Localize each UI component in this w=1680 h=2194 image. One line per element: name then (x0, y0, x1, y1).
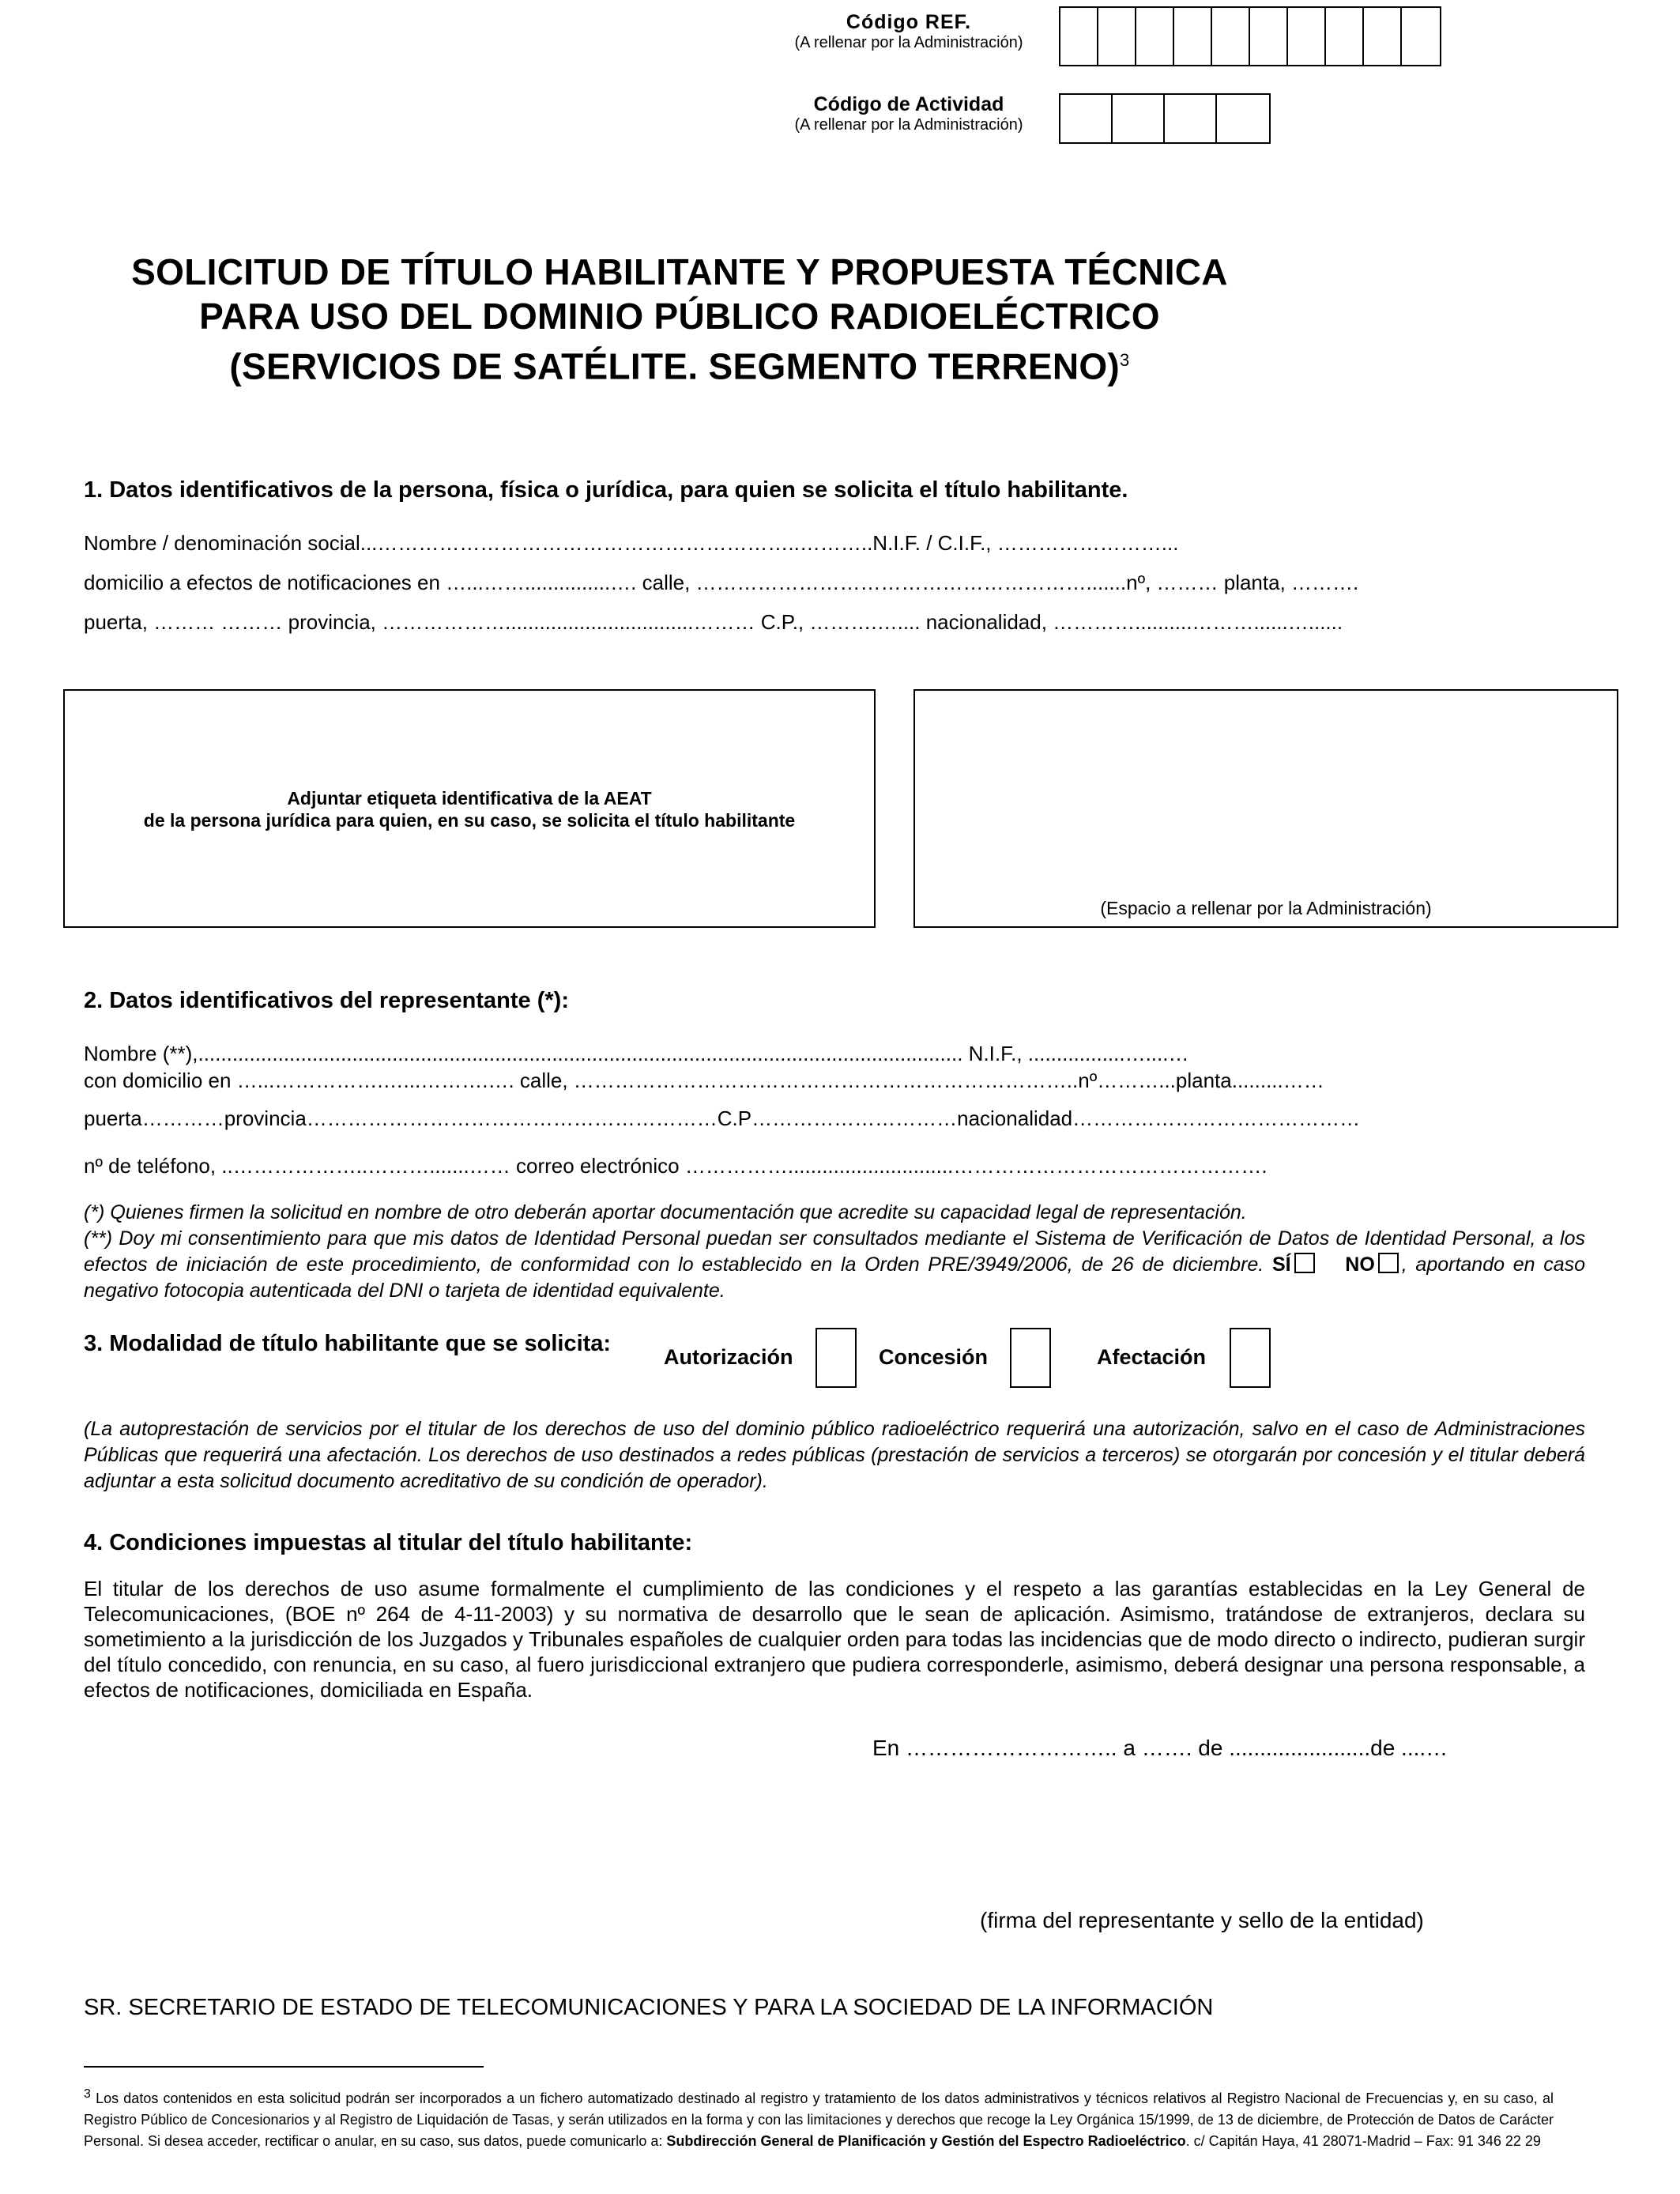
ref-code-cell[interactable] (1288, 8, 1326, 65)
footnote-text: Los datos contenidos en esta solicitud podrán ser incorporados a un fichero automatizado destinado al registro y tratamiento de los datos administrativos y técnicos relativos al Registro Nacional de Frecuencias y, en su caso, al Registro Público de Concesionarios y al Registro de Liquidación de Tasas, y serán utilizados en la forma y con las limitaciones y derechos que recoge la Ley Orgánica 15/1999, de 13 de diciembre, de Protección de Datos de Carácter Personal. Si desea acceder, rectificar o anular, en su caso, sus datos, puede comunicarlo a: (84, 2090, 1554, 2149)
footnote-divider (84, 2066, 484, 2068)
ref-code-cell[interactable] (1098, 8, 1136, 65)
section-1-line-3[interactable]: puerta, ……… ……… provincia, ……………….................................……… C.P., ……….….... nacionalidad, …………..........………......…...... (84, 610, 1343, 634)
consent-text: (**) Doy mi consentimiento para que mis datos de Identidad Personal puedan ser consultados mediante el Sistema de Verificación de Datos de Identidad Personal, a los efectos de iniciación de este procedimiento, de conformidad con lo establecido en la Orden PRE/3949/2006, de 26 de diciembre. (84, 1227, 1585, 1276)
section-1-line-1[interactable]: Nombre / denominación social...……………………………………………………..………..N.I.F. / C.I.F., ……………………... (84, 531, 1179, 555)
activity-code-label: Código de Actividad (813, 93, 1004, 115)
option-autorizacion-checkbox[interactable] (816, 1328, 857, 1388)
consent-tail: , aportando en caso negativo fotocopia autenticada del DNI o tarjeta de identidad equivalente. (84, 1253, 1586, 1302)
admin-space-box (913, 689, 1618, 928)
aeat-line-1: Adjuntar etiqueta identificativa de la AEAT (287, 788, 652, 809)
aeat-label-box[interactable] (63, 689, 876, 928)
option-afectacion-label: Afectación (1097, 1345, 1207, 1369)
activity-code-cell[interactable] (1217, 95, 1269, 142)
ref-code-label-block (774, 11, 1043, 52)
ref-code-label: Código REF. (846, 11, 972, 33)
footnote (84, 2083, 1554, 2152)
ref-code-cell[interactable] (1250, 8, 1288, 65)
title-line-2: PARA USO DEL DOMINIO PÚBLICO RADIOELÉCTRICO (199, 296, 1160, 337)
si-label: SÍ (1271, 1253, 1291, 1276)
option-autorizacion-label: Autorización (664, 1345, 793, 1369)
title-line-1: SOLICITUD DE TÍTULO HABILITANTE Y PROPUESTA TÉCNICA (131, 251, 1228, 292)
section-2-line-2[interactable]: con domicilio en …...…………….…...……….…. calle, ………………………………………………………………..nº………...planta.........…… (84, 1069, 1324, 1092)
ref-code-cell[interactable] (1326, 8, 1364, 65)
ref-code-cell[interactable] (1212, 8, 1250, 65)
activity-code-label-block (774, 93, 1043, 134)
section-2-line-1[interactable]: Nombre (**),...................................................................................................................................... N.I.F., .................…....… (84, 1042, 1189, 1065)
ref-code-cell[interactable] (1174, 8, 1212, 65)
section-4-text: El titular de los derechos de uso asume formalmente el cumplimiento de las condiciones y el respeto a las garantías establecidas en la Ley General de Telecomunicaciones, (BOE nº 264 de 4-11-2003) y su normativa de desarrollo que le sean de aplicación. Asimismo, tratándose de extranjeros, declara su sometimiento a la jurisdicción de los Juzgados y Tribunales españoles de cualquier orden para todas las incidencias que de modo directo o indirecto, pudieran surgir del título concedido, con renuncia, en su caso, al fuero jurisdiccional extranjero que pudiera corresponderle, asimismo, deberá designar una persona responsable, a efectos de notificaciones, domiciliada en España. (84, 1577, 1585, 1702)
option-concesion-label: Concesión (879, 1345, 989, 1369)
activity-code-cell[interactable] (1165, 95, 1217, 142)
title-line-3: (SERVICIOS DE SATÉLITE. SEGMENTO TERRENO) (229, 345, 1121, 387)
section-1-line-2[interactable]: domicilio a efectos de notificaciones en …...……...............…. calle, ………………………………………………….......nº, ……… planta, ………. (84, 571, 1359, 594)
section-2-heading: 2. Datos identificativos del representante (*): (84, 988, 569, 1013)
footnote-bold: Subdirección General de Planificación y Gestión del Espectro Radioeléctrico (666, 2133, 1186, 2149)
section-4-heading: 4. Condiciones impuestas al titular del título habilitante: (84, 1530, 693, 1555)
ref-code-cell[interactable] (1402, 8, 1440, 65)
ref-code-sub: (A rellenar por la Administración) (794, 34, 1023, 51)
no-checkbox[interactable] (1378, 1253, 1399, 1273)
ref-code-cell[interactable] (1060, 8, 1098, 65)
no-label: NO (1345, 1253, 1375, 1276)
signature-label: (firma del representante y sello de la entidad) (980, 1908, 1424, 1932)
section-2-line-4[interactable]: nº de teléfono, ..………………..……….......…… correo electrónico …………….............................………………………………………. (84, 1154, 1268, 1178)
activity-code-cell[interactable] (1113, 95, 1165, 142)
date-line[interactable]: En ……………………….. a ……. de .......................de ....… (872, 1736, 1448, 1760)
ref-code-cell[interactable] (1136, 8, 1174, 65)
footnote-tail: . c/ Capitán Haya, 41 28071-Madrid – Fax: 91 346 22 29 (1185, 2133, 1541, 2149)
footnote-mark: 3 (84, 2087, 91, 2101)
option-concesion-checkbox[interactable] (1010, 1328, 1051, 1388)
admin-space-label: (Espacio a rellenar por la Administración) (1100, 898, 1432, 918)
aeat-line-2: de la persona jurídica para quien, en su caso, se solicita el título habilitante (143, 810, 796, 831)
section-2-line-3[interactable]: puerta…………provincia……………………………………………………C.P…………………………nacionalidad…………………………………… (84, 1106, 1361, 1130)
title-footnote-mark: 3 (1120, 350, 1130, 370)
section-2-note-1: (*) Quienes firmen la solicitud en nombre de otro deberán aportar documentación que acredite su capacidad legal de representación. (84, 1201, 1247, 1223)
activity-code-boxes[interactable] (1059, 93, 1271, 144)
ref-code-boxes[interactable] (1059, 6, 1441, 66)
si-checkbox[interactable] (1294, 1253, 1315, 1273)
section-3-heading: 3. Modalidad de título habilitante que se solicita: (84, 1331, 612, 1356)
section-3-note: (La autoprestación de servicios por el titular de los derechos de uso del dominio público radioeléctrico requerirá una autorización, salvo en el caso de Administraciones Públicas que requerirá una afectación. Los derechos de uso destinados a redes públicas (prestación de servicios a terceros) se otorgarán por concesión y el titular deberá adjuntar a esta solicitud documento acreditativo de su condición de operador). (84, 1418, 1585, 1492)
addressee: SR. SECRETARIO DE ESTADO DE TELECOMUNICACIONES Y PARA LA SOCIEDAD DE LA INFORMACIÓN (84, 1995, 1214, 2020)
page-title (111, 250, 1249, 388)
ref-code-cell[interactable] (1364, 8, 1402, 65)
activity-code-sub: (A rellenar por la Administración) (794, 116, 1023, 134)
section-2-note-2 (84, 1226, 1585, 1304)
activity-code-cell[interactable] (1060, 95, 1113, 142)
option-afectacion-checkbox[interactable] (1230, 1328, 1271, 1388)
aeat-label-text (65, 787, 874, 831)
section-1-heading: 1. Datos identificativos de la persona, física o jurídica, para quien se solicita el título habilitante. (84, 477, 1128, 503)
